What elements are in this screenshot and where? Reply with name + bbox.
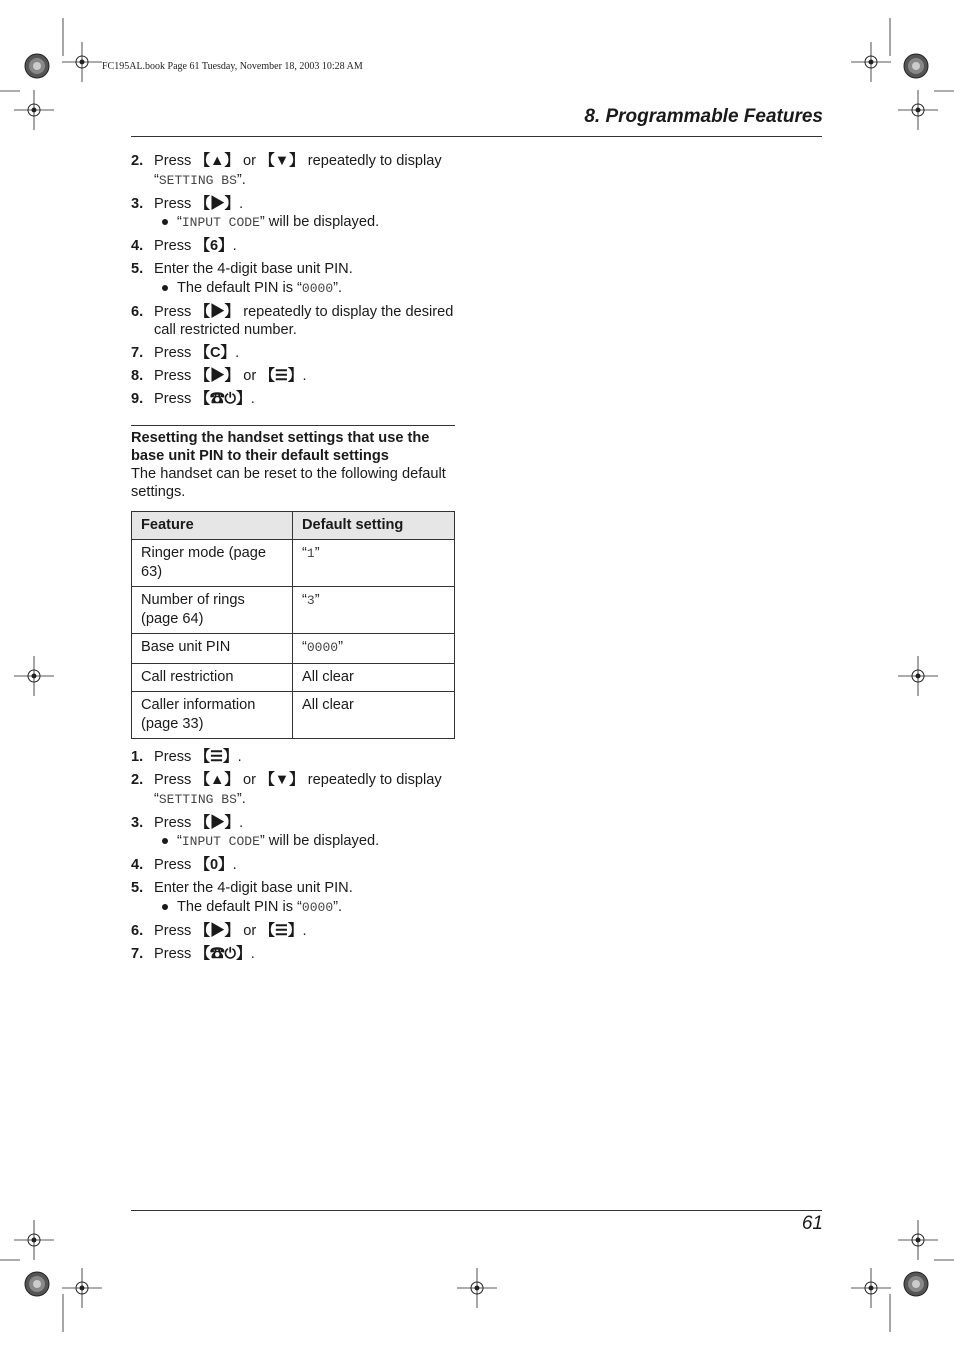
button-key-label: 【▶】 bbox=[195, 368, 240, 384]
step-punctuation: . bbox=[235, 345, 240, 361]
step-number: 6. bbox=[131, 922, 144, 939]
step-instruction: Press bbox=[154, 153, 196, 169]
quote-mark: ” bbox=[338, 639, 343, 655]
display-text: 3 bbox=[306, 593, 315, 608]
step-punctuation: ”. bbox=[236, 790, 246, 807]
step-instruction: Press bbox=[154, 391, 196, 407]
step-punctuation: . bbox=[239, 814, 244, 831]
registration-cross-mark bbox=[14, 1220, 54, 1260]
display-text: SETTING BS bbox=[158, 791, 237, 807]
subsection-heading: Resetting the handset settings that use the base unit PIN to their default settings bbox=[131, 429, 430, 464]
default-setting-cell: All clear bbox=[293, 692, 455, 739]
step-punctuation: . bbox=[239, 195, 244, 212]
step-instruction: Press bbox=[154, 772, 196, 788]
button-key-label: 【▶】 bbox=[195, 814, 240, 831]
feature-cell: Base unit PIN bbox=[132, 634, 293, 664]
step-number: 5. bbox=[131, 261, 144, 277]
feature-cell: Call restriction bbox=[132, 663, 293, 692]
button-key-label: 【▼】 bbox=[260, 153, 304, 169]
registration-cross-mark bbox=[898, 1220, 938, 1260]
button-key-label: 【▶】 bbox=[195, 922, 240, 939]
note-text: ” will be displayed. bbox=[259, 214, 380, 230]
default-setting-cell: All clear bbox=[293, 663, 455, 692]
button-key-label: 【☎⏻】 bbox=[195, 391, 251, 407]
step-connector: or bbox=[239, 922, 261, 939]
button-key-label: 【▶】 bbox=[195, 303, 240, 320]
display-text: SETTING BS bbox=[158, 172, 237, 188]
step-instruction: Press bbox=[154, 345, 196, 361]
step-punctuation: ”. bbox=[236, 171, 246, 188]
feature-cell: Number of rings (page 64) bbox=[132, 587, 293, 634]
step-number: 7. bbox=[131, 945, 144, 962]
note-text: The default PIN is “ bbox=[177, 279, 302, 296]
step-instruction: Press bbox=[154, 238, 196, 254]
step-instruction: Press bbox=[154, 195, 196, 212]
button-key-label: 【▲】 bbox=[195, 153, 239, 169]
step-instruction: Enter the 4-digit base unit PIN. bbox=[154, 261, 353, 277]
step-instruction: Press bbox=[154, 857, 196, 873]
registration-cross-mark bbox=[851, 1268, 891, 1308]
registration-cross-mark bbox=[457, 1268, 497, 1308]
step-connector: or bbox=[239, 772, 261, 788]
note-text: ”. bbox=[333, 279, 343, 296]
registration-cross-mark bbox=[14, 656, 54, 696]
quote-mark: “ bbox=[302, 639, 307, 655]
registration-cross-mark bbox=[851, 42, 891, 82]
step-instruction: Press bbox=[154, 749, 196, 765]
quote-mark: “ bbox=[302, 545, 307, 561]
step-instruction: repeatedly to display the desired call restricted number. bbox=[154, 303, 454, 338]
subsection-intro: The handset can be reset to the following default settings. bbox=[131, 465, 446, 500]
step-instruction: Press bbox=[154, 814, 196, 831]
button-key-label: 【☰】 bbox=[260, 368, 303, 384]
display-text: 0000 bbox=[306, 640, 339, 655]
step-number: 8. bbox=[131, 368, 144, 384]
step-number: 5. bbox=[131, 880, 144, 896]
note-text: “ bbox=[177, 833, 182, 849]
button-key-label: 【☎⏻】 bbox=[195, 945, 251, 962]
step-number: 7. bbox=[131, 345, 144, 361]
step-punctuation: . bbox=[232, 857, 237, 873]
note-text: “ bbox=[177, 214, 182, 230]
step-punctuation: . bbox=[302, 922, 307, 939]
button-key-label: 【☰】 bbox=[260, 922, 303, 939]
step-instruction: Press bbox=[154, 303, 196, 320]
button-key-label: 【0】 bbox=[195, 857, 233, 873]
section-title: 8. Programmable Features bbox=[584, 106, 823, 127]
print-slug: FC195AL.book Page 61 Tuesday, November 18, 2003 10:28 AM bbox=[102, 61, 363, 72]
step-number: 4. bbox=[131, 238, 144, 254]
display-text: 0000 bbox=[301, 280, 334, 296]
button-key-label: 【▼】 bbox=[260, 772, 304, 788]
note-text: ”. bbox=[333, 898, 343, 915]
registration-cross-mark bbox=[62, 1268, 102, 1308]
step-number: 3. bbox=[131, 814, 144, 831]
step-punctuation: . bbox=[250, 945, 255, 962]
display-text: INPUT CODE bbox=[181, 215, 260, 230]
step-number: 2. bbox=[131, 153, 144, 169]
registration-cross-mark bbox=[898, 656, 938, 696]
step-punctuation: . bbox=[237, 749, 242, 765]
registration-star-mark bbox=[904, 54, 928, 78]
button-key-label: 【C】 bbox=[195, 345, 236, 361]
button-key-label: 【▶】 bbox=[195, 195, 240, 212]
step-number: 3. bbox=[131, 195, 144, 212]
button-key-label: 【6】 bbox=[195, 238, 233, 254]
registration-star-mark bbox=[25, 54, 49, 78]
step-connector: or bbox=[239, 153, 261, 169]
note-text: The default PIN is “ bbox=[177, 898, 302, 915]
registration-star-mark bbox=[25, 1272, 49, 1296]
button-key-label: 【▲】 bbox=[195, 772, 239, 788]
step-number: 4. bbox=[131, 857, 144, 873]
page-number: 61 bbox=[801, 1213, 823, 1234]
step-instruction: repeatedly to display “ bbox=[154, 772, 442, 807]
step-number: 1. bbox=[131, 749, 144, 765]
feature-cell: Caller information (page 33) bbox=[132, 692, 293, 739]
column-header-default: Default setting bbox=[293, 511, 455, 540]
button-key-label: 【☰】 bbox=[195, 749, 238, 765]
step-punctuation: . bbox=[232, 238, 237, 254]
quote-mark: “ bbox=[302, 592, 307, 608]
step-instruction: Press bbox=[154, 368, 196, 384]
step-punctuation: . bbox=[302, 368, 307, 384]
feature-cell: Ringer mode (page 63) bbox=[132, 540, 293, 587]
registration-cross-mark bbox=[14, 90, 54, 130]
step-number: 9. bbox=[131, 391, 144, 407]
display-text: 0000 bbox=[301, 899, 334, 915]
step-number: 6. bbox=[131, 303, 144, 320]
step-punctuation: . bbox=[250, 391, 255, 407]
step-instruction: Press bbox=[154, 922, 196, 939]
note-text: ” will be displayed. bbox=[259, 833, 380, 849]
quote-mark: ” bbox=[314, 545, 320, 561]
column-header-feature: Feature bbox=[132, 511, 293, 540]
step-number: 2. bbox=[131, 772, 144, 788]
display-text: 1 bbox=[306, 546, 315, 561]
step-instruction: repeatedly to display “ bbox=[154, 153, 442, 188]
step-instruction: Enter the 4-digit base unit PIN. bbox=[154, 880, 353, 896]
registration-cross-mark bbox=[62, 42, 102, 82]
step-instruction: Press bbox=[154, 945, 196, 962]
registration-star-mark bbox=[904, 1272, 928, 1296]
step-connector: or bbox=[239, 368, 261, 384]
quote-mark: ” bbox=[314, 592, 320, 608]
display-text: INPUT CODE bbox=[181, 834, 260, 849]
registration-cross-mark bbox=[898, 90, 938, 130]
